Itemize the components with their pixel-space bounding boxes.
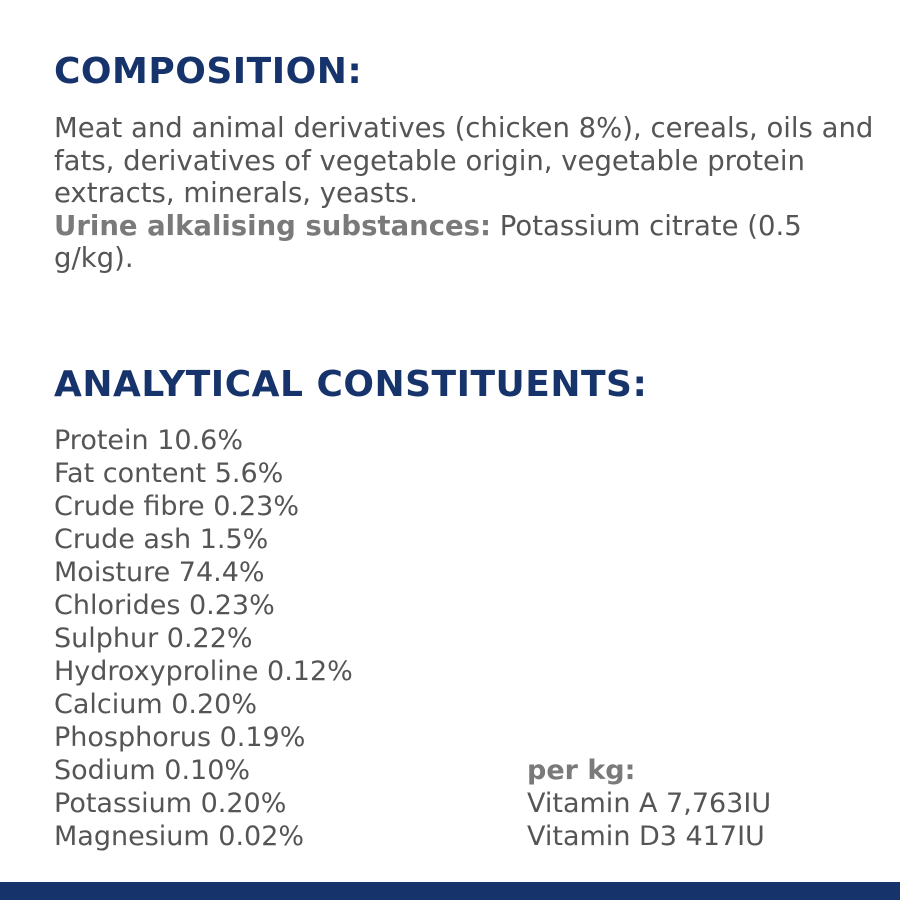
list-item: Sulphur 0.22% xyxy=(54,623,253,654)
list-item: Hydroxyproline 0.12% xyxy=(54,656,353,687)
list-item: Crude fibre 0.23% xyxy=(54,491,300,522)
urine-text: Potassium citrate (0.5 g/kg). xyxy=(54,209,802,274)
bottom-bar xyxy=(0,882,900,900)
composition-heading: COMPOSITION: xyxy=(54,51,363,92)
constituents-list xyxy=(54,424,353,853)
list-item: Fat content 5.6% xyxy=(54,458,284,489)
vitamins-block xyxy=(527,754,771,853)
per-kg-label: per kg: xyxy=(527,755,636,786)
list-item: Protein 10.6% xyxy=(54,425,243,456)
list-item: Crude ash 1.5% xyxy=(54,524,269,555)
vitamin-a: Vitamin A 7,763IU xyxy=(527,788,772,819)
composition-paragraph xyxy=(54,112,874,275)
list-item: Chlorides 0.23% xyxy=(54,590,275,621)
list-item: Magnesium 0.02% xyxy=(54,821,305,852)
vitamin-d3: Vitamin D3 417IU xyxy=(527,821,765,852)
analytical-heading: ANALYTICAL CONSTITUENTS: xyxy=(54,364,648,405)
composition-text: Meat and animal derivatives (chicken 8%), cereals, oils and fats, derivatives of vegetable origin, vegetable protein extracts, minerals, yeasts. xyxy=(54,112,874,209)
list-item: Potassium 0.20% xyxy=(54,788,287,819)
urine-label: Urine alkalising substances: xyxy=(54,209,492,242)
list-item: Moisture 74.4% xyxy=(54,557,265,588)
list-item: Sodium 0.10% xyxy=(54,755,251,786)
list-item: Calcium 0.20% xyxy=(54,689,258,720)
list-item: Phosphorus 0.19% xyxy=(54,722,306,753)
